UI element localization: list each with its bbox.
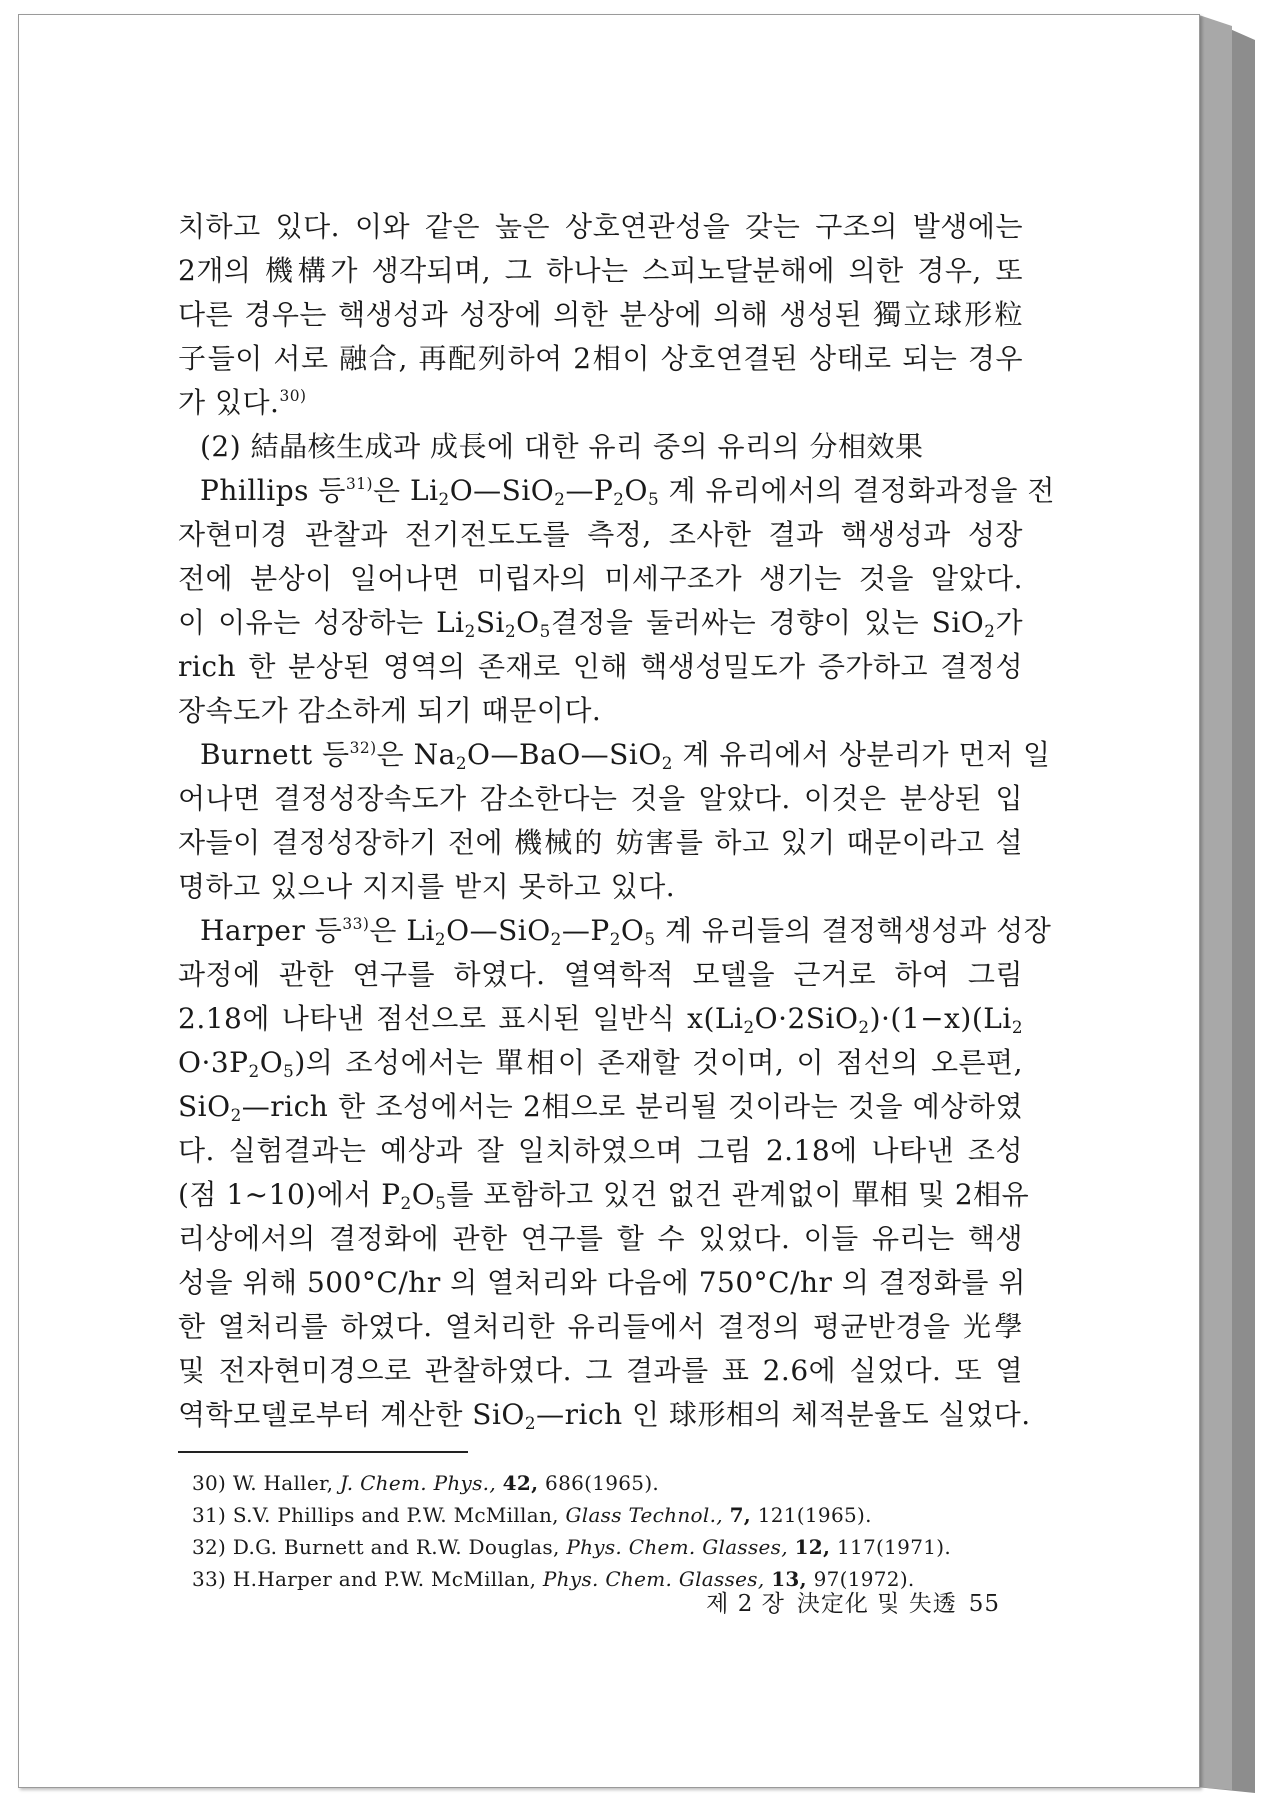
text-run: Phillips 등 <box>200 474 346 507</box>
text-run: SiO <box>178 1090 231 1123</box>
text-run: (점 1~10)에서 P <box>178 1178 401 1211</box>
text-run: 2.18에 나타낸 점선으로 표시된 일반식 x(Li <box>178 1002 744 1035</box>
text-line: 다. 실험결과는 예상과 잘 일치하였으며 그림 2.18에 나타낸 조성 <box>178 1134 1023 1167</box>
text-line: 장속도가 감소하게 되기 때문이다. <box>178 694 602 727</box>
paragraph-1 <box>178 205 1023 425</box>
text-run: —rich 인 球形相의 체적분율도 실었다. <box>536 1398 1031 1431</box>
text-run: 은 Li <box>373 474 439 507</box>
subscript: 2 <box>455 753 467 774</box>
text-line: 2개의 機構가 생각되며, 그 하나는 스피노달분해에 의한 경우, 또 <box>178 254 1023 287</box>
footnote-ref: 33) <box>342 915 370 934</box>
text-run: 결정을 둘러싸는 경향이 있는 SiO <box>550 606 985 639</box>
text-line <box>178 733 1051 777</box>
footnote-pages: 117(1971). <box>836 1535 952 1559</box>
footnote-pages: 97(1972). <box>813 1567 915 1591</box>
text-run: 계 유리들의 결정핵생성과 성장 <box>664 914 1052 947</box>
footnote-journal: Phys. Chem. Glasses, <box>542 1567 765 1591</box>
text-run: —P <box>561 914 610 947</box>
text-run: 를 포함하고 있건 없건 관계없이 單相 및 2相유 <box>446 1178 1030 1211</box>
text-line: 치하고 있다. 이와 같은 높은 상호연관성을 갖는 구조의 발생에는 <box>178 210 1023 243</box>
subscript: 5 <box>644 929 656 950</box>
text-line <box>178 381 1023 425</box>
footnote-journal: J. Chem. Phys., <box>340 1471 496 1495</box>
text-line: 명하고 있으나 지지를 받지 못하고 있다. <box>178 870 676 903</box>
footnote-volume: 12, <box>794 1535 831 1559</box>
subscript: 2 <box>858 1017 870 1038</box>
text-line <box>178 997 1023 1041</box>
text-run: 역학모델로부터 계산한 SiO <box>178 1398 525 1431</box>
text-line <box>178 1173 1030 1217</box>
text-line <box>178 469 1055 513</box>
text-line <box>178 1041 1023 1085</box>
text-run: O <box>516 606 540 639</box>
text-run: 은 Li <box>369 914 435 947</box>
text-run: O <box>259 1046 284 1079</box>
text-run: Si <box>475 606 505 639</box>
footnotes <box>178 1467 1023 1595</box>
text-run: 가 <box>995 606 1023 639</box>
footnote-ref: 32) <box>349 739 377 758</box>
text-line: 자들이 결정성장하기 전에 機械的 妨害를 하고 있기 때문이라고 설 <box>178 826 1023 859</box>
text-line: rich 한 분상된 영역의 존재로 인해 핵생성밀도가 증가하고 결정성 <box>178 650 1023 683</box>
running-footer <box>660 1585 1000 1618</box>
subscript: 5 <box>435 1193 447 1214</box>
text-line: 성을 위해 500°C/hr 의 열처리와 다음에 750°C/hr 의 결정화를 위 <box>178 1266 1026 1299</box>
footnote-authors: S.V. Phillips and P.W. McMillan, <box>232 1503 559 1527</box>
subscript: 5 <box>647 489 660 510</box>
text-run: )·(1−x)(Li <box>869 1002 1012 1035</box>
text-run: 은 Na <box>376 738 456 771</box>
footnote-number: 33) <box>192 1567 227 1591</box>
subscript: 2 <box>550 929 562 950</box>
footnote-divider <box>178 1451 468 1453</box>
footnote-journal: Glass Technol., <box>565 1503 723 1527</box>
subscript: 2 <box>464 621 476 642</box>
paragraph-burnett <box>178 733 1051 909</box>
footnote-ref: 31) <box>345 475 374 494</box>
text-line <box>178 601 1023 645</box>
footnote-30 <box>192 1467 1023 1499</box>
footnote-pages: 686(1965). <box>545 1471 660 1495</box>
footnote-volume: 42, <box>502 1471 539 1495</box>
text-run: 이 이유는 성장하는 Li <box>178 606 465 639</box>
text-line: 리상에서의 결정화에 관한 연구를 할 수 있었다. 이들 유리는 핵생 <box>178 1222 1023 1255</box>
subscript: 2 <box>554 489 566 510</box>
footnote-number: 30) <box>192 1471 227 1495</box>
text-run: O—SiO <box>446 914 551 947</box>
subscript: 2 <box>613 489 625 510</box>
text-run: —rich 한 조성에서는 2相으로 분리될 것이라는 것을 예상하였 <box>241 1090 1023 1123</box>
text-run: 계 유리에서 상분리가 먼저 일 <box>682 738 1051 771</box>
footnote-number: 32) <box>192 1535 227 1559</box>
text-run: O·2SiO <box>754 1002 859 1035</box>
text-line <box>178 1393 1031 1437</box>
chapter-title: 決定化 및 失透 <box>796 1591 957 1617</box>
subscript: 2 <box>743 1017 755 1038</box>
footnote-authors: W. Haller, <box>232 1471 334 1495</box>
footnote-pages: 121(1965). <box>757 1503 872 1527</box>
text-run: O <box>620 914 645 947</box>
chapter-label: 제 2 장 <box>706 1591 785 1617</box>
subscript: 2 <box>661 753 673 774</box>
text-run: O <box>411 1178 436 1211</box>
footnote-volume: 13, <box>771 1567 807 1591</box>
footnote-journal: Phys. Chem. Glasses, <box>566 1535 788 1559</box>
subscript: 2 <box>984 621 996 642</box>
text-line: 子들이 서로 融合, 再配列하여 2相이 상호연결된 상태로 되는 경우 <box>178 342 1023 375</box>
text-line: 한 열처리를 하였다. 열처리한 유리들에서 결정의 평균반경을 光學 <box>178 1310 1023 1343</box>
text-run: O—BaO—SiO <box>467 738 662 771</box>
page-body <box>178 205 1055 1595</box>
subscript: 2 <box>438 489 450 510</box>
text-run: —P <box>565 474 614 507</box>
text-run: O·3P <box>178 1046 249 1079</box>
subscript: 2 <box>609 929 621 950</box>
footnote-ref: 30) <box>279 387 307 406</box>
subscript: 2 <box>230 1105 242 1126</box>
subscript: 5 <box>283 1061 295 1082</box>
text-line <box>178 1085 1023 1129</box>
subscript: 2 <box>400 1193 412 1214</box>
text-line <box>178 909 1052 953</box>
text-run: 가 있다. <box>178 386 280 419</box>
text-run: Burnett 등 <box>200 738 350 771</box>
footnote-authors: D.G. Burnett and R.W. Douglas, <box>232 1535 560 1559</box>
subscript: 5 <box>539 621 551 642</box>
page-number: 55 <box>968 1591 1000 1617</box>
footnote-32 <box>192 1531 1023 1563</box>
subscript: 2 <box>524 1413 537 1434</box>
text-line: 어나면 결정성장속도가 감소한다는 것을 알았다. 이것은 분상된 입 <box>178 782 1023 815</box>
paragraph-harper <box>178 909 1052 1437</box>
text-run: Harper 등 <box>200 914 343 947</box>
text-run: 계 유리에서의 결정화과정을 전 <box>668 474 1055 507</box>
footnote-31 <box>192 1499 1023 1531</box>
subscript: 2 <box>434 929 447 950</box>
subscript: 2 <box>248 1061 260 1082</box>
text-line: 전에 분상이 일어나면 미립자의 미세구조가 생기는 것을 알았다. <box>178 562 1023 595</box>
footnote-volume: 7, <box>729 1503 752 1527</box>
text-run: O <box>624 474 648 507</box>
section-heading: (2) 結晶核生成과 成長에 대한 유리 중의 유리의 分相效果 <box>200 430 924 463</box>
text-line: 다른 경우는 핵생성과 성장에 의한 분상에 의해 생성된 獨立球形粒 <box>178 298 1023 331</box>
text-run: )의 조성에서는 單相이 존재할 것이며, 이 점선의 오른편, <box>294 1046 1023 1079</box>
text-line: 자현미경 관찰과 전기전도도를 측정, 조사한 결과 핵생성과 성장 <box>178 518 1023 551</box>
text-line: 과정에 관한 연구를 하였다. 열역학적 모델을 근거로 하여 그림 <box>178 958 1023 991</box>
subscript: 2 <box>504 621 517 642</box>
footnote-number: 31) <box>192 1503 227 1527</box>
text-line: 및 전자현미경으로 관찰하였다. 그 결과를 표 2.6에 실었다. 또 열 <box>178 1354 1023 1387</box>
paragraph-phillips <box>178 469 1055 733</box>
subscript: 2 <box>1011 1017 1023 1038</box>
footnote-authors: H.Harper and P.W. McMillan, <box>232 1567 537 1591</box>
text-run: O—SiO <box>449 474 555 507</box>
